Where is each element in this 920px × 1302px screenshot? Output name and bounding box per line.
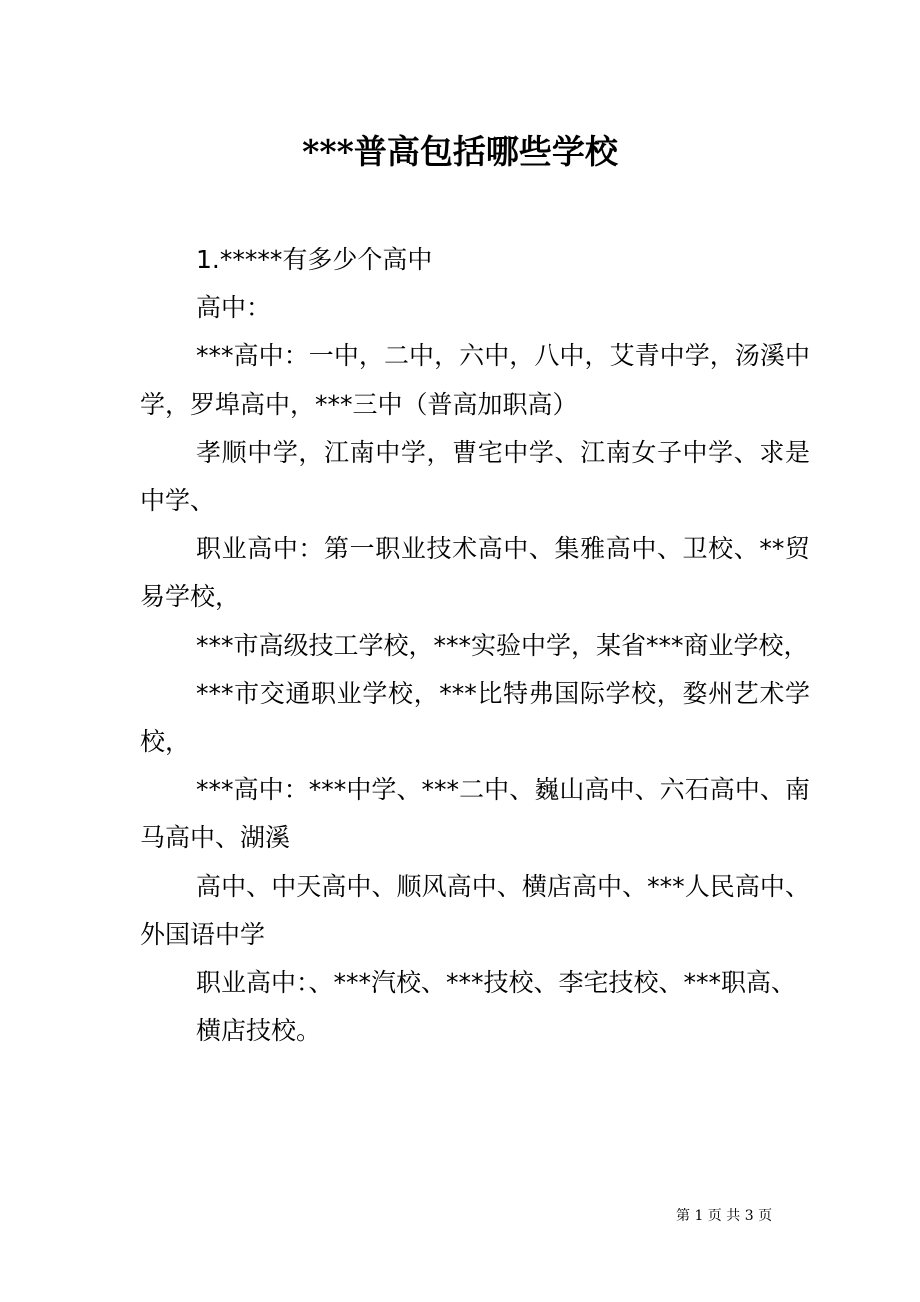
document-body — [140, 236, 810, 1055]
paragraph: ***高中：***中学、***二中、巍山高中、六石高中、南马高中、湖溪 — [140, 775, 810, 853]
paragraph: ***市交通职业学校，***比特弗国际学校，婺州艺术学校， — [140, 678, 810, 757]
paragraph: 职业高中：、***汽校、***技校、李宅技校、***职高、 — [196, 968, 797, 998]
paragraph: 高中： — [196, 293, 272, 323]
paragraph: 横店技校。 — [196, 1016, 322, 1046]
paragraph: 1.*****有多少个高中 — [196, 245, 433, 274]
paragraph: ***高中：一中，二中，六中，八中，艾青中学，汤溪中学，罗埠高中，***三中（普高加职高） — [140, 341, 810, 419]
paragraph: ***市高级技工学校，***实验中学，某省***商业学校， — [196, 630, 809, 660]
document-title: ***普高包括哪些学校 — [302, 132, 618, 171]
paragraph: 职业高中：第一职业技术高中、集雅高中、卫校、**贸易学校， — [140, 534, 810, 612]
paragraph: 孝顺中学，江南中学，曹宅中学、江南女子中学、求是中学、 — [140, 437, 810, 516]
page-number-footer: 第 1 页 共 3 页 — [676, 1208, 773, 1224]
paragraph: 高中、中天高中、顺风高中、横店高中、***人民高中、外国语中学 — [140, 871, 810, 949]
